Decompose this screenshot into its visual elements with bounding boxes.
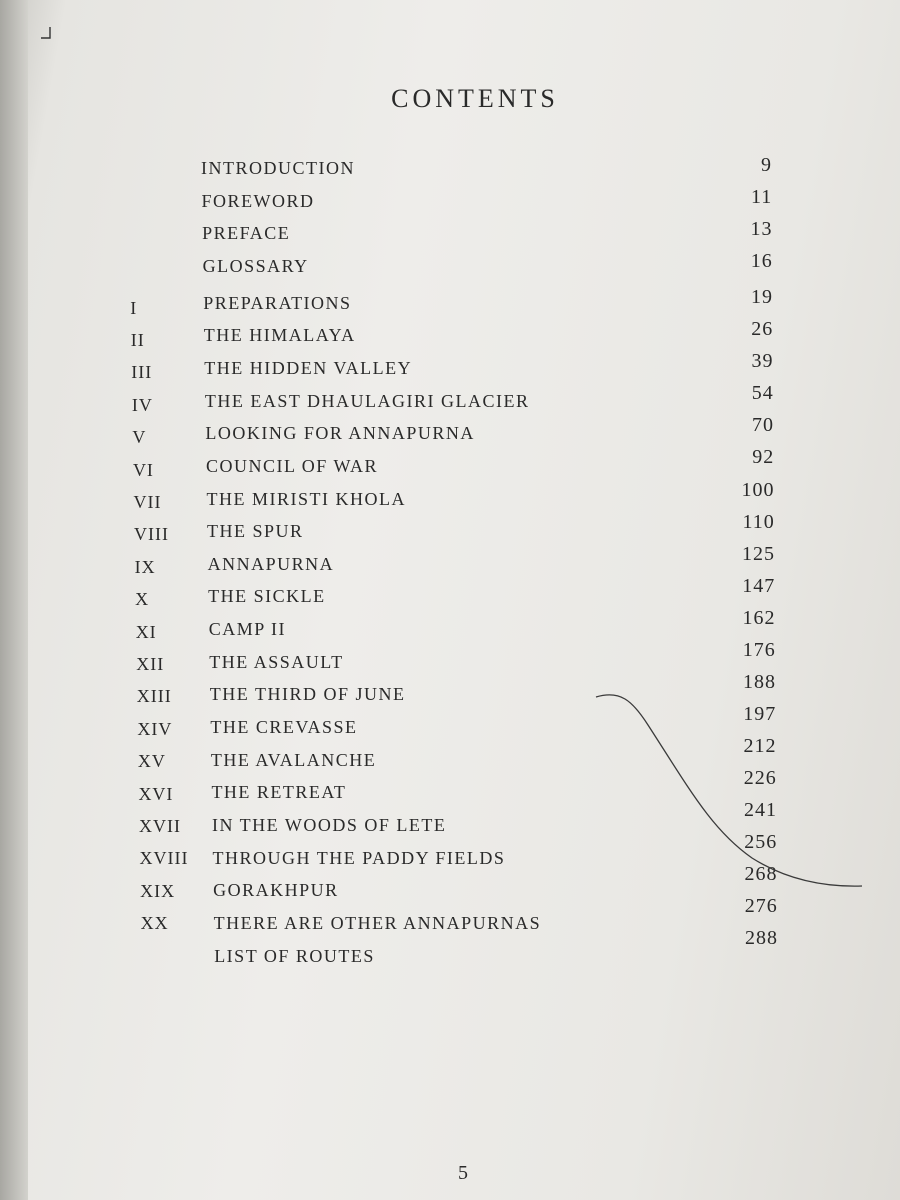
chapter-title: LOOKING FOR ANNAPURNA (205, 423, 475, 444)
chapter-title: THERE ARE OTHER ANNAPURNAS (213, 912, 542, 933)
chapter-title: THE HIDDEN VALLEY (204, 357, 413, 378)
chapter-number: VII (133, 492, 162, 512)
chapter-title: COUNCIL OF WAR (205, 455, 378, 476)
toc-entry (0, 218, 900, 251)
chapter-title: THE SICKLE (208, 586, 326, 607)
chapter-title: GORAKHPUR (213, 880, 339, 901)
toc-entry (0, 414, 900, 449)
chapter-title: THE MIRISTI KHOLA (206, 488, 406, 509)
chapter-page-number: 26 (751, 318, 774, 341)
page-number: 5 (458, 1162, 468, 1184)
chapter-number: XV (137, 751, 166, 772)
chapter-page-number: 268 (744, 863, 778, 886)
chapter-title: LIST OF ROUTES (214, 945, 375, 966)
chapter-number: XVIII (139, 848, 189, 869)
chapter-number: IV (131, 394, 153, 415)
chapter-page-number: 241 (744, 799, 777, 821)
chapter-page-number: 197 (743, 702, 777, 725)
chapter-number: I (130, 297, 138, 318)
chapter-title: THE EAST DHAULAGIRI GLACIER (204, 390, 530, 411)
chapter-number: XVII (139, 816, 181, 836)
chapter-page-number: 16 (750, 250, 773, 273)
chapter-page-number: 212 (743, 734, 777, 757)
toc-entry (0, 927, 900, 968)
toc-entry (0, 250, 900, 283)
chapter-number: XVI (138, 783, 174, 804)
chapter-number: VIII (134, 524, 170, 545)
chapter-number: V (132, 427, 147, 448)
chapter-page-number: 256 (744, 831, 778, 854)
chapter-page-number: 276 (744, 895, 778, 918)
chapter-title: THROUGH THE PADDY FIELDS (212, 847, 506, 868)
chapter-title: INTRODUCTION (201, 158, 355, 178)
toc-entry (0, 188, 900, 218)
chapter-number: XIII (136, 686, 172, 707)
chapter-title: CAMP II (208, 619, 287, 640)
chapter-page-number: 288 (745, 927, 778, 950)
toc-entry (0, 318, 900, 352)
chapter-number: X (135, 589, 150, 610)
chapter-page-number: 100 (741, 478, 775, 501)
chapter-title: GLOSSARY (202, 255, 309, 276)
chapter-title: THE RETREAT (211, 782, 347, 803)
chapter-page-number: 19 (751, 286, 773, 309)
chapter-title: THE AVALANCHE (210, 749, 377, 770)
chapter-page-number: 13 (750, 218, 773, 241)
chapter-title: IN THE WOODS OF LETE (212, 815, 447, 835)
toc-entry (0, 446, 900, 482)
chapter-number: XII (136, 654, 165, 674)
chapter-number: XX (140, 913, 169, 934)
chapter-number: III (131, 362, 153, 383)
chapter-page-number: 110 (742, 510, 775, 533)
chapter-title: THE CREVASSE (210, 717, 358, 738)
chapter-title: THE ASSAULT (209, 651, 344, 672)
chapter-title: PREPARATIONS (203, 292, 352, 313)
chapter-number: XIV (137, 718, 173, 739)
chapter-page-number: 54 (751, 382, 774, 405)
chapter-title: FOREWORD (201, 190, 315, 211)
contents-heading: CONTENTS (391, 84, 559, 113)
chapter-page-number: 11 (750, 186, 773, 209)
chapter-page-number: 188 (743, 670, 776, 693)
chapter-number: XIX (140, 880, 176, 901)
chapter-number: IX (134, 556, 156, 577)
chapter-number: VI (132, 459, 154, 480)
chapter-page-number: 125 (742, 542, 775, 565)
chapter-title: ANNAPURNA (207, 553, 335, 574)
chapter-page-number: 176 (742, 638, 776, 661)
chapter-title: THE THIRD OF JUNE (209, 684, 406, 705)
chapter-title: THE SPUR (207, 521, 304, 542)
chapter-number: II (130, 330, 145, 350)
chapter-page-number: 92 (752, 446, 775, 469)
chapter-title: PREFACE (202, 223, 291, 244)
chapter-page-number: 9 (761, 154, 772, 176)
chapter-page-number: 70 (752, 414, 774, 437)
chapter-title: THE HIMALAYA (203, 325, 356, 346)
chapter-number: XI (135, 621, 157, 642)
toc-entry (0, 382, 900, 417)
chapter-page-number: 147 (742, 574, 776, 597)
chapter-page-number: 226 (743, 766, 777, 789)
toc-entry (0, 350, 900, 384)
chapter-page-number: 39 (751, 350, 774, 373)
chapter-page-number: 162 (742, 606, 776, 629)
toc-entry (0, 156, 900, 186)
toc-entry (0, 286, 900, 320)
toc-entry (0, 478, 900, 514)
